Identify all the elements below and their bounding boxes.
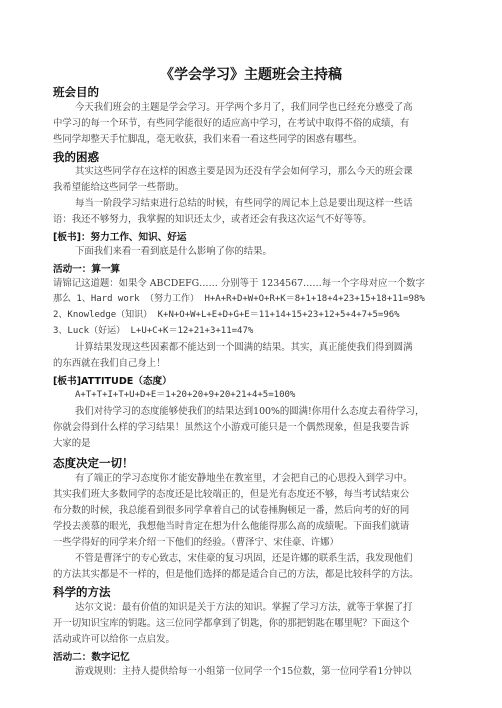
heading-goal: 班会目的 bbox=[53, 85, 99, 99]
paragraph-line: 下面我们来看一看到底是什么影响了你的结果。 bbox=[75, 246, 272, 257]
paragraph-line: 游戏规则：主持人提供给每一小组第一位同学一个15位数，第一位同学看1分钟以 bbox=[75, 666, 412, 677]
paragraph-line: 我们对待学习的态度能够使我们的结果达到100%的圆满!你用什么态度去看待学习， bbox=[75, 406, 425, 417]
paragraph-line: 的东西就在我们自己身上！ bbox=[53, 358, 166, 369]
heading-trouble: 我的困惑 bbox=[53, 150, 99, 164]
heading-attitude: 态度决定一切！ bbox=[53, 456, 134, 470]
formula-line: 那么 1、Hard work （努力工作） H+A+R+D+W+O+R+K＝8+1+18+4+23+15+18+11=98% bbox=[53, 294, 425, 304]
document-title: 《学会学习》主题班会主持稿 bbox=[160, 67, 342, 83]
paragraph-line: 中学习的每一个环节，有些同学能很好的适应高中学习，在考试中取得不俗的成绩，有 bbox=[53, 118, 410, 129]
paragraph-line: 些同学却整天手忙脚乱，毫无收获，我们来看一看这些同学的困惑有哪些。 bbox=[53, 134, 363, 145]
board-note: [板书]：努力工作、知识、好运 bbox=[53, 232, 187, 243]
formula-line: 2、Knowledge（知识） K+N+O+W+L+E+D+G+E＝11+14+15+23+12+5+4+7+5=96% bbox=[53, 310, 400, 320]
paragraph-line: 请锦记这道题：如果令 ABCDEFG…… 分别等于 1234567……每一个字母对应一个数字 bbox=[53, 278, 425, 289]
paragraph-line: 今天我们班会的主题是学会学习。开学两个多月了，我们同学也已经充分感受了高 bbox=[75, 102, 413, 113]
paragraph-line: 活动或许可以给你一点启发。 bbox=[53, 634, 175, 645]
paragraph-line: 的方法其实都是不一样的，但是他们选择的都是适合自己的方法，都是比较科学的方法。 bbox=[53, 569, 419, 580]
paragraph-line: 其实我们班大多数同学的态度还是比较端正的，但是光有态度还不够，每当考试结束公 bbox=[53, 489, 410, 500]
paragraph-line: 一些学得好的同学来介绍一下他们的经验。（曹泽宁、宋佳豪、许娜） bbox=[53, 537, 339, 548]
paragraph-line: 大家的是 bbox=[53, 438, 91, 449]
paragraph-line: 学投去羡慕的眼光，我想他当时肯定在想为什么他能得那么高的成绩呢。下面我们就请 bbox=[53, 521, 410, 532]
paragraph-line: 布分数的时候，我总能看到很多同学拿着自己的试卷捶胸顿足一番，然后向考的好的同 bbox=[53, 505, 410, 516]
paragraph-line: 不管是曹泽宁的专心致志，宋佳豪的复习巩固，还是许娜的联系生活，我发现他们 bbox=[75, 553, 413, 564]
paragraph-line: 每当一阶段学习结束进行总结的时候，有些同学的周记本上总是要出现这样一些话 bbox=[75, 198, 413, 209]
heading-activity-1: 活动一：算一算 bbox=[53, 264, 121, 275]
paragraph-line: 计算结果发现这些因素都不能达到一个圆满的结果。其实，真正能使我们得到圆满 bbox=[75, 342, 413, 353]
paragraph-line: 有了端正的学习态度你才能安静地坐在教室里，才会把自己的心思投入到学习中。 bbox=[75, 473, 413, 484]
formula-line: 3、Luck（好运） L+U+C+K＝12+21+3+11=47% bbox=[53, 326, 254, 336]
heading-method: 科学的方法 bbox=[53, 585, 111, 599]
paragraph-line: 语：我还不够努力，我掌握的知识还太少，或者还会有我这次运气不好等等。 bbox=[53, 214, 372, 225]
paragraph-line: 我希望能给这些同学一些帮助。 bbox=[53, 182, 185, 193]
heading-activity-2: 活动二：数字记忆 bbox=[53, 652, 130, 663]
paragraph-line: 达尔文说：最有价值的知识是关于方法的知识。掌握了学习方法，就等于掌握了打 bbox=[75, 602, 413, 613]
paragraph-line: 其实这些同学存在这样的困惑主要是因为还没有学会如何学习，那么今天的班会课 bbox=[75, 166, 413, 177]
paragraph-line: 开一切知识宝库的钥匙。这三位同学都拿到了钥匙，你的那把钥匙在哪里呢？下面这个 bbox=[53, 618, 410, 629]
paragraph-line: 你就会得到什么样的学习结果！虽然这个小游戏可能只是一个偶然现象，但是我要告诉 bbox=[53, 422, 410, 433]
formula-line: A+T+T+I+T+U+D+E＝1+20+20+9+20+21+4+5=100% bbox=[75, 390, 296, 400]
board-note: [板书]ATTITUDE（态度） bbox=[53, 376, 172, 387]
